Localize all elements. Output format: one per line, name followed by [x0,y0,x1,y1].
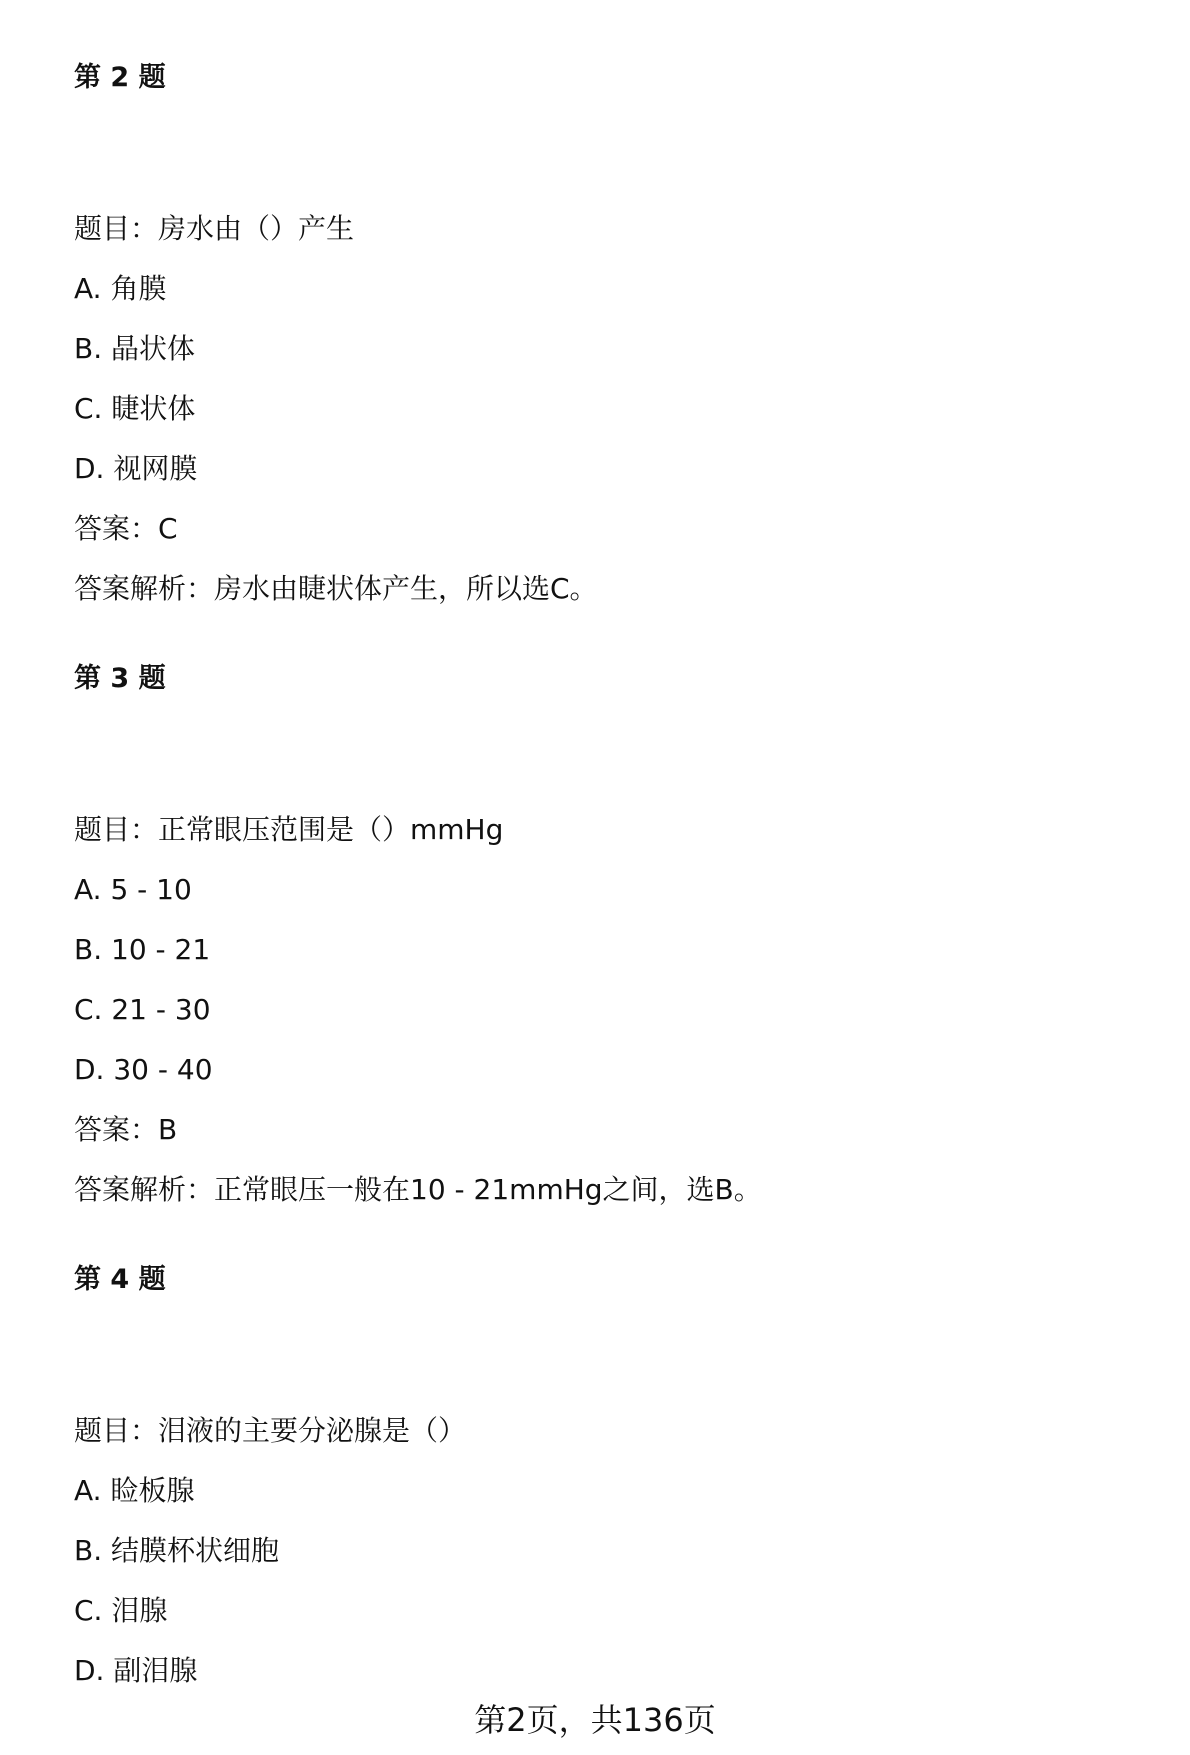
question-stem: 题目：正常眼压范围是（）mmHg [74,813,504,846]
question-heading: 第 4 题 [74,1264,166,1295]
option-a: A. 5 - 10 [74,873,192,906]
page-number: 第2页，共136页 [474,1701,716,1739]
question-heading: 第 2 题 [74,62,166,93]
answer: 答案：C [74,512,178,545]
question-stem: 题目：泪液的主要分泌腺是（） [74,1414,467,1447]
answer: 答案：B [74,1113,178,1146]
option-c: C. 21 - 30 [74,993,211,1026]
option-b: B. 10 - 21 [74,933,211,966]
option-c: C. 睫状体 [74,392,196,425]
option-b: B. 晶状体 [74,332,196,365]
question-heading: 第 3 题 [74,663,166,694]
option-a: A. 角膜 [74,272,167,305]
answer-explanation: 答案解析：房水由睫状体产生，所以选C。 [74,572,598,605]
option-d: D. 30 - 40 [74,1053,213,1086]
question-stem: 题目：房水由（）产生 [74,212,355,245]
answer-explanation: 答案解析：正常眼压一般在10 - 21mmHg之间，选B。 [74,1173,762,1206]
option-c: C. 泪腺 [74,1594,168,1627]
option-d: D. 视网膜 [74,452,198,485]
option-a: A. 睑板腺 [74,1474,195,1507]
option-b: B. 结膜杯状细胞 [74,1534,280,1567]
option-d: D. 副泪腺 [74,1654,198,1687]
